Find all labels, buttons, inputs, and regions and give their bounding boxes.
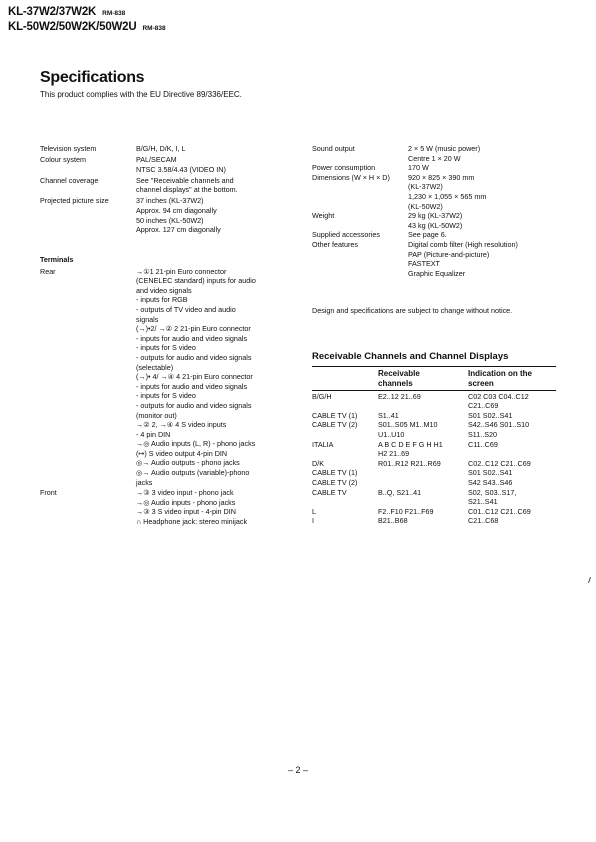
terminal-line: →◎ Audio inputs (L, R) - phono jacks xyxy=(136,439,256,449)
remote-code-1: RM-838 xyxy=(102,10,126,17)
channels-cell xyxy=(378,411,468,421)
spec-value xyxy=(408,144,562,163)
terminal-group-rear xyxy=(40,267,290,488)
table-row xyxy=(312,488,556,507)
remote-code-2: RM-838 xyxy=(142,25,166,32)
specs-right xyxy=(312,144,562,278)
spec-row xyxy=(312,163,562,173)
header-line: Indication on the xyxy=(468,369,532,378)
receivable-title: Receivable Channels and Channel Displays xyxy=(312,351,509,362)
header-line: Receivable xyxy=(378,369,420,378)
spec-label: Supplied accessories xyxy=(312,230,380,240)
display-cell xyxy=(468,411,556,421)
spec-value-line: See page 6. xyxy=(408,230,447,240)
terminal-line: →③ 3 video input - phono jack xyxy=(136,488,234,498)
spec-row xyxy=(312,230,562,240)
display-line: S02, S03..S17, xyxy=(468,487,517,497)
spec-row xyxy=(40,176,290,195)
spec-label: Television system xyxy=(40,144,97,153)
display-cell xyxy=(468,468,556,478)
terminal-line: →◎ Audio inputs - phono jacks xyxy=(136,497,236,507)
table-row xyxy=(312,468,556,478)
terminal-line: - inputs for S video xyxy=(136,391,196,401)
spec-value-line: 170 W xyxy=(408,163,429,173)
display-cell xyxy=(468,488,556,507)
spec-label: Channel coverage xyxy=(40,175,99,185)
terminal-line: (monitor out) xyxy=(136,410,177,420)
spec-value xyxy=(408,173,562,211)
display-cell xyxy=(468,478,556,488)
spec-value-line: NTSC 3.58/4.43 (VIDEO IN) xyxy=(136,164,226,174)
spec-label: Power consumption xyxy=(312,163,376,173)
terminal-line: ◎→ Audio outputs (variable)-phono xyxy=(136,468,250,478)
display-line: S01 S02..S41 xyxy=(468,410,513,420)
spec-value-line: Digital comb filter (High resolution) xyxy=(408,239,518,249)
scan-mark xyxy=(588,577,591,583)
header-cell xyxy=(468,369,556,389)
display-cell xyxy=(468,440,556,459)
display-line: C21..C69 xyxy=(468,401,499,411)
terminal-line: ∩ Headphone jack: stereo minijack xyxy=(136,517,248,527)
channels-line: E2..12 21..69 xyxy=(378,391,421,401)
header-cell xyxy=(312,369,378,389)
terminal-list xyxy=(136,488,290,526)
terminal-line: - outputs for audio and video signals xyxy=(136,352,252,362)
display-line: S42..S46 S01..S10 xyxy=(468,420,530,430)
spec-label: Projected picture size xyxy=(40,196,109,206)
system-cell: L xyxy=(312,506,316,516)
display-line: S11..S20 xyxy=(468,429,498,439)
channels-line: F2..F10 F21..F69 xyxy=(378,506,434,516)
channels-cell xyxy=(378,488,468,507)
display-cell xyxy=(468,459,556,469)
channels-cell xyxy=(378,420,468,439)
receivable-table-header xyxy=(312,367,556,389)
terminal-group-label: Rear xyxy=(40,266,56,276)
spec-label: Other features xyxy=(312,239,358,249)
table-row xyxy=(312,440,556,459)
spec-value xyxy=(408,230,562,240)
terminals-section xyxy=(40,255,290,527)
spec-value-line: Graphic Equalizer xyxy=(408,268,466,278)
spec-value-line: PAP (Picture-and-picture) xyxy=(408,249,490,259)
specs-left xyxy=(40,144,290,236)
channels-cell xyxy=(378,392,468,411)
system-cell: CABLE TV (2) xyxy=(312,477,358,487)
channels-line: S01..S05 M1..M10 xyxy=(378,420,438,430)
display-cell xyxy=(468,392,556,411)
table-row xyxy=(312,411,556,421)
terminal-line: (→)•2/ →② 2 21-pin Euro connector xyxy=(136,324,251,334)
terminal-line: (CENELEC standard) inputs for audio xyxy=(136,276,256,286)
header-line: screen xyxy=(468,378,494,388)
spec-value-line: 2 × 5 W (music power) xyxy=(408,144,481,153)
spec-value-line: Approx. 127 cm diagonally xyxy=(136,225,221,235)
terminal-line: (selectable) xyxy=(136,362,174,372)
channels-line: S1..41 xyxy=(378,410,399,420)
terminal-line: →①1 21-pin Euro connector xyxy=(136,266,227,276)
channels-line: R01..R12 R21..R69 xyxy=(378,458,441,468)
receivable-table xyxy=(312,366,556,526)
display-line: C21..C68 xyxy=(468,516,499,526)
display-line: C01..C12 C21..C69 xyxy=(468,506,531,516)
spec-value xyxy=(136,155,290,174)
spec-value-line: 43 kg (KL-50W2) xyxy=(408,220,463,230)
directive-note: This product complies with the EU Directive 89/336/EEC. xyxy=(40,90,242,99)
spec-row xyxy=(312,240,562,278)
spec-label: Sound output xyxy=(312,144,355,153)
channels-cell xyxy=(378,468,468,478)
spec-value-line: 50 inches (KL-50W2) xyxy=(136,215,204,225)
spec-value-line: See "Receivable channels and xyxy=(136,175,234,185)
terminal-line: signals xyxy=(136,314,159,324)
channels-line: B..Q, S21..41 xyxy=(378,487,422,497)
table-row xyxy=(312,459,556,469)
system-cell: CABLE TV (1) xyxy=(312,468,358,478)
channels-cell xyxy=(378,459,468,469)
system-cell: B/G/H xyxy=(312,391,332,401)
table-row xyxy=(312,516,556,526)
spec-value-line: 920 × 825 × 390 mm xyxy=(408,172,475,182)
terminal-line: jacks xyxy=(136,477,153,487)
spec-row xyxy=(40,196,290,234)
terminal-line: →③ 3 S video input - 4-pin DIN xyxy=(136,507,236,517)
channels-line: H2 21..69 xyxy=(378,449,410,459)
system-cell: CABLE TV (2) xyxy=(312,420,358,430)
table-row xyxy=(312,420,556,439)
spec-value xyxy=(136,144,290,154)
model-header xyxy=(8,5,166,35)
spec-value xyxy=(408,163,562,173)
header-line: channels xyxy=(378,378,413,388)
spec-value-line: channel displays" at the bottom. xyxy=(136,185,238,195)
channels-cell xyxy=(378,507,468,517)
terminal-line: - inputs for RGB xyxy=(136,295,188,305)
spec-value-line: PAL/SECAM xyxy=(136,155,177,165)
terminal-list xyxy=(136,267,290,488)
channels-cell xyxy=(378,516,468,526)
terminal-line: (→)• 4/ →④ 4 21-pin Euro connector xyxy=(136,372,253,382)
display-line: S01 S02..S41 xyxy=(468,468,513,478)
spec-value-line: 29 kg (KL-37W2) xyxy=(408,211,463,221)
spec-value xyxy=(408,240,562,278)
spec-value xyxy=(408,211,562,230)
terminals-heading: Terminals xyxy=(40,255,74,264)
spec-value-line: (KL-37W2) xyxy=(408,182,443,192)
spec-value-line: 37 inches (KL-37W2) xyxy=(136,196,204,206)
channels-line: U1..U10 xyxy=(378,429,405,439)
spec-value-line: (KL-50W2) xyxy=(408,201,443,211)
terminal-line: - inputs for S video xyxy=(136,343,196,353)
spec-value-line: 1,230 × 1,055 × 565 mm xyxy=(408,191,487,201)
system-cell: D/K xyxy=(312,458,324,468)
spec-value-line: FASTEXT xyxy=(408,259,440,269)
terminal-line: - inputs for audio and video signals xyxy=(136,333,248,343)
model-line-2: KL-50W2/50W2K/50W2U xyxy=(8,21,137,33)
model-line-1: KL-37W2/37W2K xyxy=(8,6,97,18)
display-line: C02 C03 C04..C12 xyxy=(468,391,529,401)
display-cell xyxy=(468,420,556,439)
terminal-line: - inputs for audio and video signals xyxy=(136,381,248,391)
display-line: S42 S43..S46 xyxy=(468,477,513,487)
terminal-line: and video signals xyxy=(136,285,192,295)
spec-row xyxy=(40,155,290,174)
spec-row xyxy=(312,211,562,230)
change-notice: Design and specifications are subject to change without notice. xyxy=(312,306,513,315)
spec-value-line: Centre 1 × 20 W xyxy=(408,153,461,163)
display-cell xyxy=(468,516,556,526)
spec-label: Dimensions (W × H × D) xyxy=(312,172,390,182)
system-cell: CABLE TV (1) xyxy=(312,410,358,420)
table-row xyxy=(312,507,556,517)
system-cell: ITALIA xyxy=(312,439,334,449)
terminal-line: (↦) S video output 4-pin DIN xyxy=(136,448,228,458)
terminal-line: →② 2, →④ 4 S video inputs xyxy=(136,420,227,430)
table-row xyxy=(312,392,556,411)
system-cell: I xyxy=(312,516,314,526)
channels-cell xyxy=(378,478,468,488)
spec-label: Colour system xyxy=(40,155,86,165)
terminal-line: - 4 pin DIN xyxy=(136,429,171,439)
display-cell xyxy=(468,507,556,517)
terminal-group-label: Front xyxy=(40,488,57,498)
spec-row xyxy=(312,173,562,211)
table-row xyxy=(312,478,556,488)
spec-value-line: Approx. 94 cm diagonally xyxy=(136,206,217,216)
page-title: Specifications xyxy=(40,69,145,86)
page-number: – 2 – xyxy=(288,765,309,775)
display-line: S21..S41 xyxy=(468,497,498,507)
spec-value xyxy=(136,176,290,195)
channels-line: A B C D E F G H H1 xyxy=(378,439,443,449)
channels-cell xyxy=(378,440,468,459)
header-cell xyxy=(378,369,468,389)
terminal-group-front xyxy=(40,488,290,526)
spec-row xyxy=(312,144,562,163)
display-line: C11..C69 xyxy=(468,439,498,449)
display-line: C02..C12 C21..C69 xyxy=(468,458,531,468)
terminal-line: - outputs of TV video and audio xyxy=(136,304,236,314)
channels-line: B21..B68 xyxy=(378,516,408,526)
spec-value-line: B/G/H, D/K, I, L xyxy=(136,144,186,153)
system-cell: CABLE TV xyxy=(312,487,347,497)
terminal-line: ◎→ Audio outputs - phono jacks xyxy=(136,458,240,468)
spec-row xyxy=(40,144,290,154)
terminal-line: - outputs for audio and video signals xyxy=(136,400,252,410)
spec-label: Weight xyxy=(312,211,335,221)
spec-value xyxy=(136,196,290,234)
